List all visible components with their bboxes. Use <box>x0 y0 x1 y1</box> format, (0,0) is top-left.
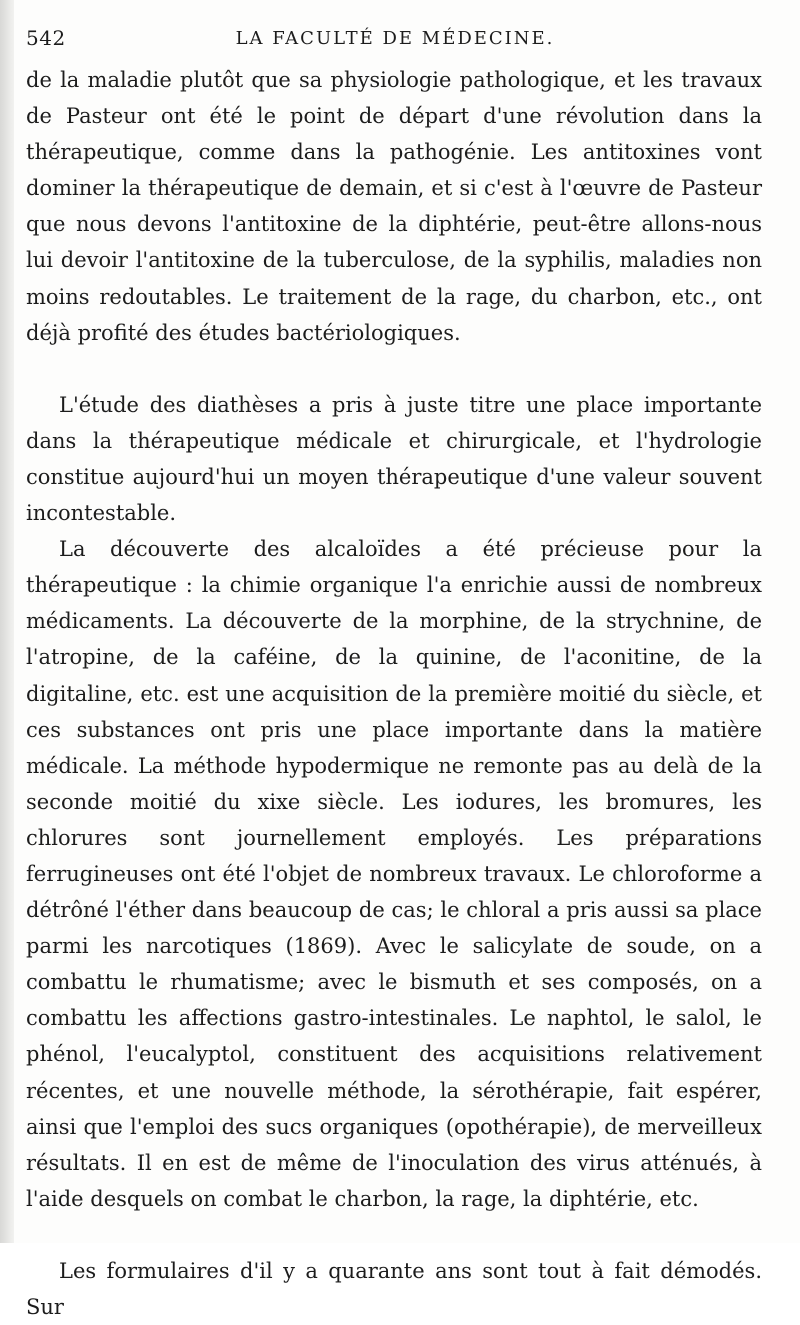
paragraph-gap <box>26 351 762 387</box>
page-number: 542 <box>26 26 66 50</box>
paragraph-2: L'étude des diathèses a pris à juste titre une place importante dans la thérapeutique médicale et chirurgicale, et l'hydrologie constitue aujourd'hui un moyen thérapeutique d'une valeur souvent incontestable. <box>26 392 762 526</box>
paragraph-gap <box>26 1217 762 1253</box>
page-spine-shadow <box>0 0 14 1243</box>
paragraph-4: Les formulaires d'il y a quarante ans sont tout à fait démodés. Sur <box>26 1258 762 1319</box>
running-head: LA FACULTÉ DE MÉDECINE. <box>235 28 555 49</box>
paragraph-1: de la maladie plutôt que sa physiologie pathologique, et les travaux de Pasteur ont été le point de départ d'une révolution dans la thérapeutique, comme dans la pathogénie. Les antitoxines vont dominer la thérapeutique de demain, et si c'est à l'œuvre de Pasteur que nous devons l'antitoxine de la diphtérie, peut-être allons-nous lui devoir l'antitoxine de la tuberculose, de la syphilis, maladies non moins redoutables. Le traitement de la rage, du charbon, etc., ont déjà profité des études bactériologiques. <box>26 68 762 345</box>
page-body <box>26 62 762 1325</box>
paragraph-3: La découverte des alcaloïdes a été précieuse pour la thérapeutique : la chimie organique l'a enrichie aussi de nombreux médicaments. La découverte de la morphine, de la strychnine, de l'atropine, de la caféine, de la quinine, de l'aconitine, de la digitaline, etc. est une acquisition de la première moitié du siècle, et ces substances ont pris une place importante dans la matière médicale. La méthode hypodermique ne remonte pas au delà de la seconde moitié du xixe siècle. Les iodures, les bromures, les chlorures sont journellement employés. Les préparations ferrugineuses ont été l'objet de nombreux travaux. Le chloroforme a détrôné l'éther dans beaucoup de cas; le chloral a pris aussi sa place parmi les narcotiques (1869). Avec le salicylate de soude, on a combattu le rhumatisme; avec le bismuth et ses composés, on a combattu les affections gastro-intestinales. Le naphtol, le salol, le phénol, l'eucalyptol, constituent des acquisitions relativement récentes, et une nouvelle méthode, la sérothérapie, fait espérer, ainsi que l'emploi des sucs organiques (opothérapie), de merveilleux résultats. Il en est de même de l'inoculation des virus atténués, à l'aide desquels on combat le charbon, la rage, la diphtérie, etc. <box>26 537 762 1211</box>
page-header <box>26 26 764 56</box>
